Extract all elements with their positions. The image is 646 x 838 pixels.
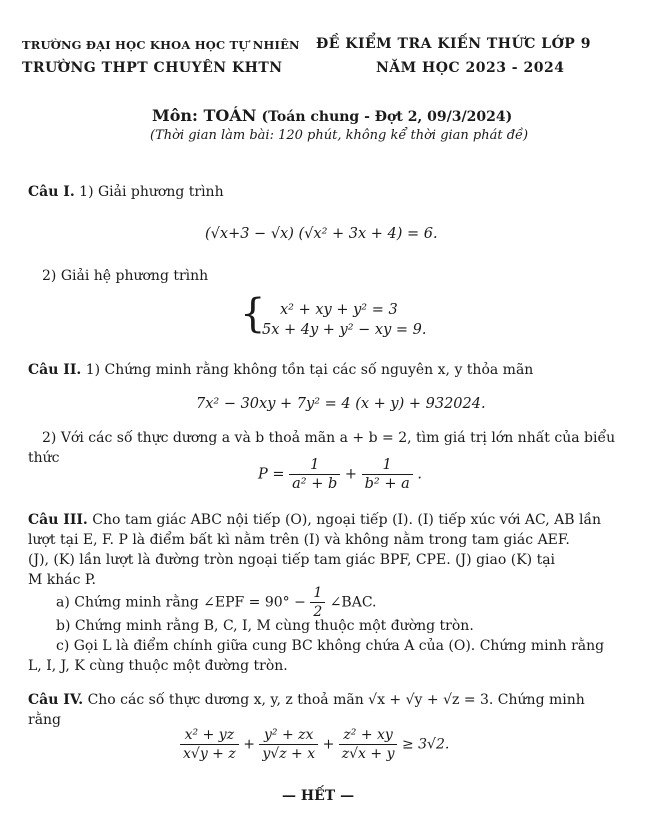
q2-equation: 7x² − 30xy + 7y² = 4 (x + y) + 932024. — [196, 396, 486, 412]
half-den: 2 — [313, 604, 323, 620]
q3-part-c-line1: c) Gọi L là điểm chính giữa cung BC không chứa A của (O). Chứng minh rằng — [56, 638, 605, 654]
fraction-1-den: a² + b — [292, 476, 338, 492]
subject-label: Môn: TOÁN — [152, 106, 257, 125]
q3-intro-line3: (J), (K) lần lượt là đường tròn ngoại tiếp tam giác BPF, CPE. (J) giao (K) tại — [28, 552, 556, 568]
subject-detail: (Toán chung - Đợt 2, 09/3/2024) — [261, 109, 513, 125]
plus-sign: + — [344, 466, 357, 483]
q4-f1-den: x√y + z — [183, 746, 236, 762]
time-note: (Thời gian làm bài: 120 phút, không kể thời gian phát đề) — [150, 128, 529, 143]
half-num: 1 — [310, 584, 325, 603]
q4-f2-num: y² + zx — [259, 726, 318, 745]
exam-title: ĐỀ KIỂM TRA KIẾN THỨC LỚP 9 — [316, 36, 591, 52]
q1-heading — [28, 182, 224, 202]
end-marker: — HẾT — — [282, 788, 355, 804]
system-line-2: 5x + 4y + y² − xy = 9. — [262, 322, 427, 338]
p-label: P = — [258, 466, 285, 483]
system-brace: { — [240, 291, 266, 337]
fraction-2-den: b² + a — [364, 476, 410, 492]
fraction-2 — [362, 456, 413, 493]
system-line-1: x² + xy + y² = 3 — [280, 302, 398, 318]
q4-f3-den: z√x + y — [341, 746, 395, 762]
q4-intro-line2: rằng — [28, 712, 62, 728]
subject-line — [152, 106, 512, 125]
q1-part1: 1) Giải phương trình — [79, 184, 224, 200]
q4-f2-den: y√z + x — [262, 746, 316, 762]
fraction-2-num: 1 — [362, 456, 413, 475]
q2-part2-line2: thức — [28, 450, 60, 466]
school-year: NĂM HỌC 2023 - 2024 — [376, 60, 565, 76]
q4-rhs: ≥ 3√2. — [401, 736, 450, 753]
q2-title: Câu II. — [28, 362, 82, 378]
q4-f3-num: z² + xy — [339, 726, 398, 745]
q4-intro1: Cho các số thực dương x, y, z thoả mãn √x + √y + √z = 3. Chứng minh — [87, 692, 585, 708]
fraction-1 — [289, 456, 340, 493]
q2-part1: 1) Chứng minh rằng không tồn tại các số nguyên x, y thỏa mãn — [85, 362, 534, 378]
q1-part2: 2) Giải hệ phương trình — [42, 268, 209, 284]
q4-title: Câu IV. — [28, 692, 84, 708]
q3-title: Câu III. — [28, 512, 88, 528]
q3-a-text: a) Chứng minh rằng ∠EPF = 90° − — [56, 594, 306, 611]
q2-heading — [28, 360, 533, 380]
q3-a-tail: ∠BAC. — [329, 594, 377, 611]
school-subname: TRƯỜNG THPT CHUYÊN KHTN — [22, 60, 283, 76]
q4-fraction-1 — [180, 726, 239, 763]
q2-p-expression — [258, 456, 422, 493]
q1-equation: (√x+3 − √x) (√x² + 3x + 4) = 6. — [205, 226, 438, 242]
q3-intro1: Cho tam giác ABC nội tiếp (O), ngoại tiếp (I). (I) tiếp xúc với AC, AB lần — [92, 512, 602, 528]
q4-intro-line1 — [28, 690, 585, 710]
q3-intro-line4: M khác P. — [28, 572, 96, 588]
q4-inequality — [180, 726, 449, 763]
q3-intro-line2: lượt tại E, F. P là điểm bất kì nằm trên (I) và không nằm trong tam giác AEF. — [28, 532, 570, 548]
q4-fraction-3 — [339, 726, 398, 763]
q3-part-b: b) Chứng minh rằng B, C, I, M cùng thuộc một đường tròn. — [56, 618, 474, 634]
q4-plus-2: + — [322, 736, 335, 753]
q3-intro-line1 — [28, 510, 601, 530]
q4-plus-1: + — [243, 736, 255, 753]
q4-f1-num: x² + yz — [180, 726, 239, 745]
school-name: TRƯỜNG ĐẠI HỌC KHOA HỌC TỰ NHIÊN — [22, 38, 300, 52]
end-dot: . — [417, 466, 422, 483]
q3-part-c-line2: L, I, J, K cùng thuộc một đường tròn. — [28, 658, 288, 674]
q2-part2-line1: 2) Với các số thực dương a và b thoả mãn a + b = 2, tìm giá trị lớn nhất của biểu — [42, 430, 616, 446]
q4-fraction-2 — [259, 726, 318, 763]
fraction-1-num: 1 — [289, 456, 340, 475]
q1-title: Câu I. — [28, 184, 75, 200]
